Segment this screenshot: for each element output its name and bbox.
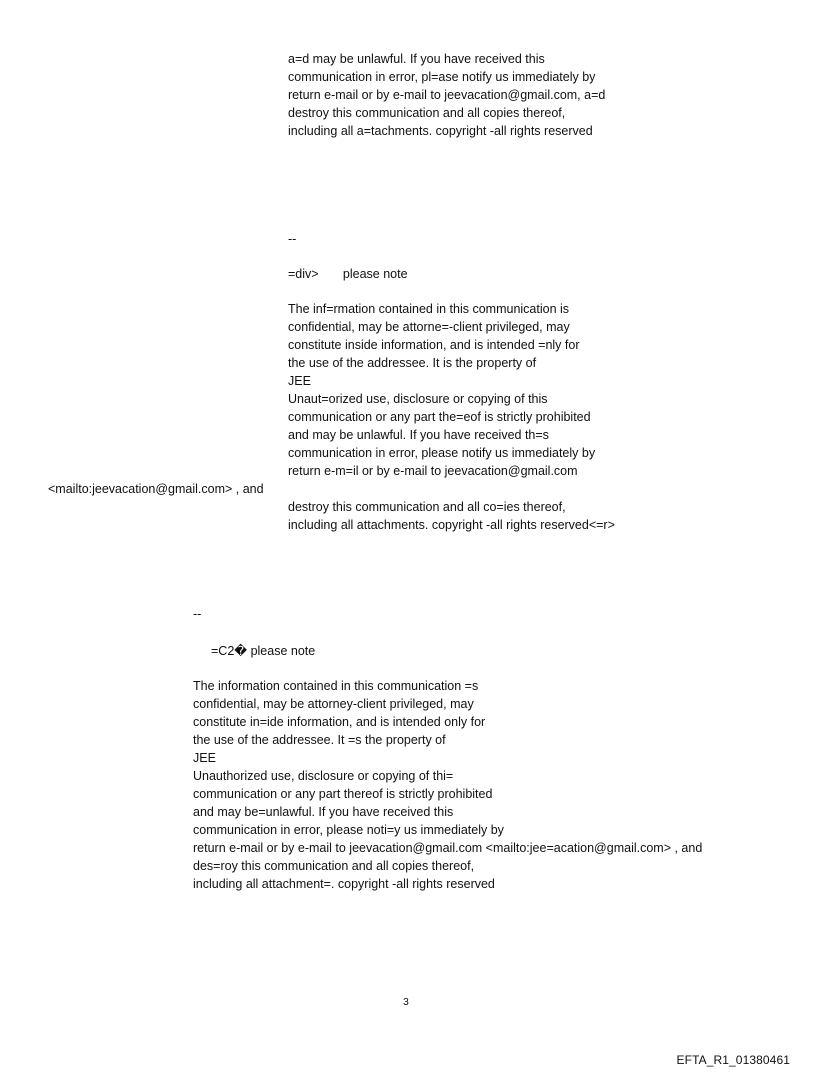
block3-line-4: the use of the addressee. It =s the property of <box>193 733 446 747</box>
block2-line-8: and may be unlawful. If you have received th=s <box>288 428 549 442</box>
block2-header: =div> please note <box>288 267 408 281</box>
block3-line-10: return e-mail or by e-mail to jeevacation@gmail.com <mailto:jee=acation@gmail.com> , and <box>193 841 703 855</box>
block3-line-11: des=roy this communication and all copies thereof, <box>193 859 475 873</box>
block2-line-3: constitute inside information, and is intended =nly for <box>288 338 580 352</box>
block2-mailto-line: <mailto:jeevacation@gmail.com> , and <box>48 482 264 496</box>
separator-1: -- <box>288 232 297 246</box>
block3-header: =C2� please note <box>211 644 316 658</box>
block3-line-7: communication or any part thereof is strictly prohibited <box>193 787 493 801</box>
block2-line-5: JEE <box>288 374 311 388</box>
block1-line-5: including all a=tachments. copyright -all rights reserved <box>288 124 593 138</box>
block2-line-2: confidential, may be attorne=-client privileged, may <box>288 320 570 334</box>
block1-line-4: destroy this communication and all copies thereof, <box>288 106 566 120</box>
block1-line-2: communication in error, pl=ase notify us immediately by <box>288 70 596 84</box>
block3-line-8: and may be=unlawful. If you have received this <box>193 805 454 819</box>
block3-line-1: The information contained in this communication =s <box>193 679 479 693</box>
block1-line-3: return e-mail or by e-mail to jeevacation@gmail.com, a=d <box>288 88 606 102</box>
page-number: 3 <box>403 996 409 1008</box>
block2-line-4: the use of the addressee. It is the property of <box>288 356 537 370</box>
block3-line-3: constitute in=ide information, and is intended only for <box>193 715 486 729</box>
block2-line-6: Unaut=orized use, disclosure or copying of this <box>288 392 548 406</box>
block3-line-12: including all attachment=. copyright -all rights reserved <box>193 877 495 891</box>
block3-line-5: JEE <box>193 751 216 765</box>
block3-line-2: confidential, may be attorney-client privileged, may <box>193 697 474 711</box>
block2-line-1: The inf=rmation contained in this communication is <box>288 302 570 316</box>
block2-tail-line-2: including all attachments. copyright -all rights reserved<=r> <box>288 518 615 532</box>
block3-line-6: Unauthorized use, disclosure or copying of thi= <box>193 769 454 783</box>
block2-line-10: return e-m=il or by e-mail to jeevacation@gmail.com <box>288 464 578 478</box>
block1-line-1: a=d may be unlawful. If you have received this <box>288 52 545 66</box>
block2-line-9: communication in error, please notify us immediately by <box>288 446 596 460</box>
block3-line-9: communication in error, please noti=y us immediately by <box>193 823 504 837</box>
block2-tail-line-1: destroy this communication and all co=ies thereof, <box>288 500 566 514</box>
block2-line-7: communication or any part the=eof is strictly prohibited <box>288 410 591 424</box>
bates-number: EFTA_R1_01380461 <box>676 1053 790 1067</box>
separator-2: -- <box>193 607 202 621</box>
